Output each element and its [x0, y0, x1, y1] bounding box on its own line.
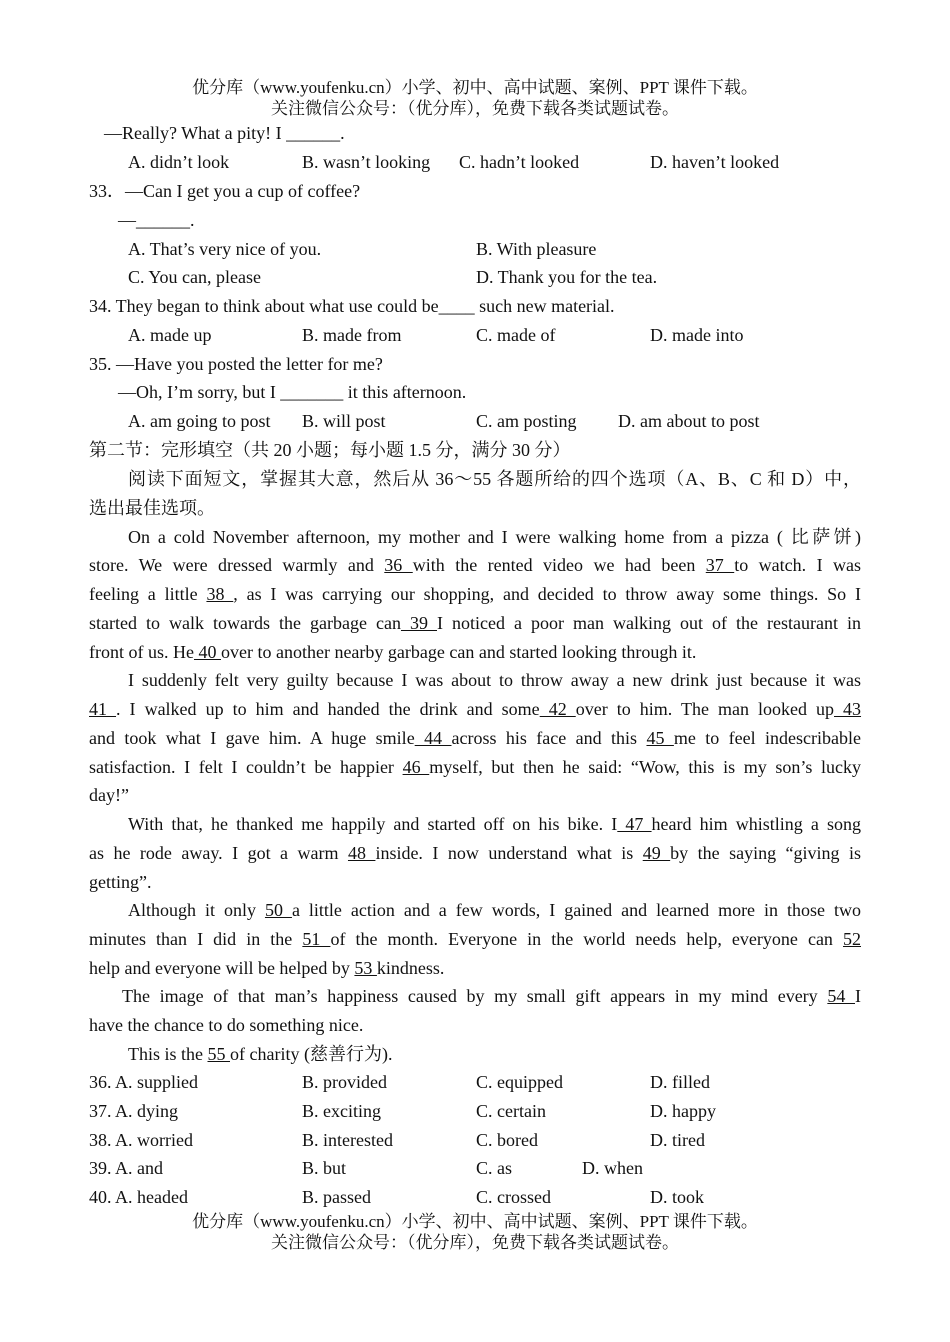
passage-line: Although it only 50 a little action and a few words, I gained and learned more in those two: [128, 900, 861, 920]
passage-line: have the chance to do something nice.: [89, 1015, 364, 1035]
blank-52: 52: [843, 929, 861, 949]
blank-41: 41: [89, 699, 117, 719]
blank-36: 36: [384, 555, 413, 575]
blank-37: 37: [705, 555, 735, 575]
q35-option-c: C. am posting: [476, 411, 577, 431]
option-36-d: D. filled: [650, 1072, 710, 1092]
option-36-c: C. equipped: [476, 1072, 563, 1092]
passage-line: as he rode away. I got a warm 48 inside. I now understand what is 49 by the saying “giving is: [89, 843, 862, 863]
blank-49: 49: [642, 843, 671, 863]
q34-option-d: D. made into: [650, 325, 744, 345]
footer-line-2: 关注微信公众号：（优分库），免费下载各类试题试卷。: [271, 1233, 679, 1252]
blank-45: 45: [646, 728, 674, 748]
header-line-2: 关注微信公众号：（优分库），免费下载各类试题试卷。: [271, 99, 679, 118]
passage-line: The image of that man’s happiness caused by my small gift appears in my mind every 54 I: [122, 986, 861, 1006]
blank-48: 48: [347, 843, 376, 863]
blank-50: 50: [264, 900, 292, 920]
option-40-b: B. passed: [302, 1187, 371, 1207]
q32-option-c: C. hadn’t looked: [459, 152, 580, 172]
q34-question: 34. They began to think about what use could be____ such new material.: [89, 296, 615, 316]
passage-line: day!”: [89, 785, 129, 805]
passage-line: minutes than I did in the 51 of the month. Everyone in the world needs help, everyone can 52: [89, 929, 861, 949]
option-37-d: D. happy: [650, 1101, 716, 1121]
q32-option-b: B. wasn’t looking: [302, 152, 431, 172]
option-39-b: B. but: [302, 1158, 347, 1178]
option-40-c: C. crossed: [476, 1187, 551, 1207]
option-40-d: D. took: [650, 1187, 704, 1207]
option-37-c: C. certain: [476, 1101, 546, 1121]
q33-question: 33．—Can I get you a cup of coffee?: [89, 181, 361, 201]
blank-38: 38: [206, 584, 234, 604]
option-39-d: D. when: [582, 1158, 643, 1178]
blank-39: 39: [400, 613, 437, 633]
q33-option-c: C. You can, please: [128, 267, 261, 287]
option-37-a: 37. A. dying: [89, 1101, 179, 1121]
q34-option-b: B. made from: [302, 325, 402, 345]
section-instruction-2: 选出最佳选项。: [89, 498, 215, 518]
option-39-c: C. as: [476, 1158, 512, 1178]
blank-54: 54: [827, 986, 855, 1006]
blank-47: 47: [617, 814, 652, 834]
passage-line: started to walk towards the garbage can 39 I noticed a poor man walking out of the restaurant in: [89, 613, 862, 633]
passage-line: store. We were dressed warmly and 36 with the rented video we had been 37 to watch. I was: [89, 555, 862, 575]
option-40-a: 40. A. headed: [89, 1187, 188, 1207]
option-36-b: B. provided: [302, 1072, 387, 1092]
passage-line: I suddenly felt very guilty because I was about to throw away a new drink just because it was: [128, 670, 861, 690]
blank-53: 53: [354, 958, 377, 978]
header-line-1: 优分库（www.youfenku.cn）小学、初中、高中试题、案例、PPT 课件下载。: [192, 78, 758, 97]
passage-line: With that, he thanked me happily and started off on his bike. I 47 heard him whistling a song: [128, 814, 862, 834]
q32-reply: —Really? What a pity! I ______.: [104, 123, 345, 143]
option-36-a: 36. A. supplied: [89, 1072, 199, 1092]
passage-line: front of us. He 40 over to another nearby garbage can and started looking through it.: [89, 642, 697, 662]
passage-line: satisfaction. I felt I couldn’t be happier 46 myself, but then he said: “Wow, this is my son’s lucky: [89, 757, 862, 777]
q33-option-b: B. With pleasure: [476, 239, 597, 259]
passage-line: This is the 55 of charity (慈善行为).: [128, 1044, 393, 1064]
passage-line: On a cold November afternoon, my mother and I were walking home from a pizza ( 比萨饼): [128, 527, 861, 547]
blank-43: 43: [834, 699, 862, 719]
q32-option-a: A. didn’t look: [128, 152, 230, 172]
option-38-b: B. interested: [302, 1130, 393, 1150]
passage-line: feeling a little 38 , as I was carrying our shopping, and decided to throw away some things. So I: [89, 584, 862, 604]
passage-line: help and everyone will be helped by 53 kindness.: [89, 958, 445, 978]
blank-51: 51: [302, 929, 331, 949]
q35-question: 35. —Have you posted the letter for me?: [89, 354, 383, 374]
blank-44: 44: [414, 728, 452, 748]
q33-reply: —______.: [118, 210, 195, 230]
option-37-b: B. exciting: [302, 1101, 381, 1121]
section-instruction-1: 阅读下面短文，掌握其大意，然后从 36～55 各题所给的四个选项（A、B、C 和 D）中，: [128, 469, 861, 489]
q34-option-a: A. made up: [128, 325, 212, 345]
footer-line-1: 优分库（www.youfenku.cn）小学、初中、高中试题、案例、PPT 课件下载。: [192, 1212, 758, 1231]
blank-40: 40: [193, 642, 221, 662]
q35-reply: —Oh, I’m sorry, but I _______ it this afternoon.: [118, 382, 467, 402]
q33-option-d: D. Thank you for the tea.: [476, 267, 658, 287]
blank-55: 55: [207, 1044, 230, 1064]
q33-option-a: A. That’s very nice of you.: [128, 239, 322, 259]
option-39-a: 39. A. and: [89, 1158, 163, 1178]
section-title: 第二节：完形填空（共 20 小题；每小题 1.5 分，满分 30 分）: [89, 440, 571, 460]
blank-42: 42: [539, 699, 576, 719]
option-38-c: C. bored: [476, 1130, 538, 1150]
option-38-a: 38. A. worried: [89, 1130, 193, 1150]
passage-line: getting”.: [89, 872, 152, 892]
q35-option-b: B. will post: [302, 411, 386, 431]
blank-46: 46: [402, 757, 430, 777]
q32-option-d: D. haven’t looked: [650, 152, 780, 172]
option-38-d: D. tired: [650, 1130, 705, 1150]
q35-option-a: A. am going to post: [128, 411, 271, 431]
passage-line: 41 . I walked up to him and handed the drink and some 42 over to him. The man looked up 43: [89, 699, 862, 719]
q35-option-d: D. am about to post: [618, 411, 760, 431]
passage-line: and took what I gave him. A huge smile 44 across his face and this 45 me to feel indescribable: [89, 728, 862, 748]
q34-option-c: C. made of: [476, 325, 556, 345]
